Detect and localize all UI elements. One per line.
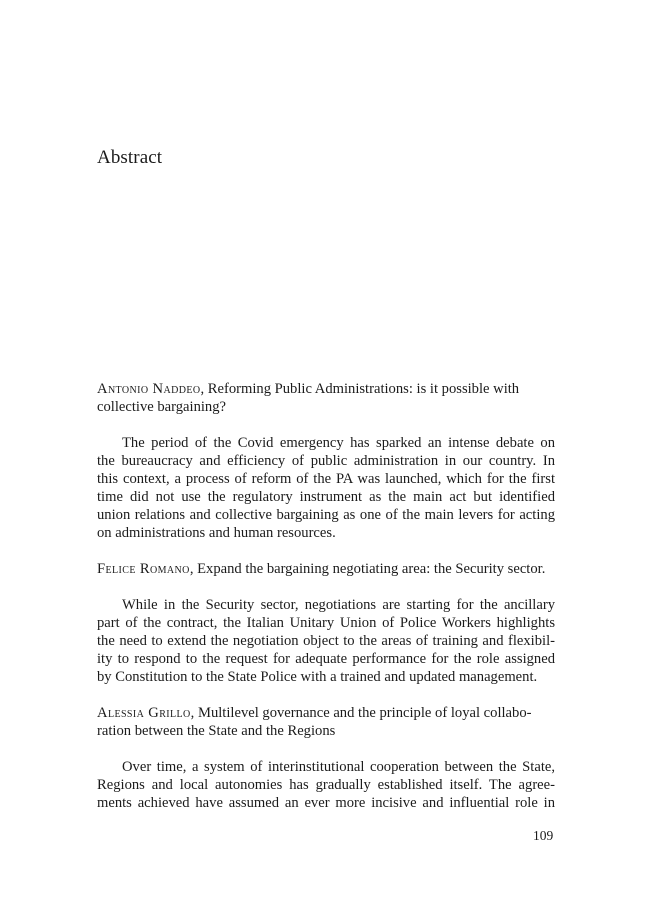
page-number: 109 [533,828,554,843]
abstract-paragraph [97,434,555,542]
abstract-line: While in the Security sector, negotiations are starting for the ancillary [122,597,555,613]
abstract-line: The period of the Covid emergency has sparked an intense debate on [122,435,555,451]
abstract-paragraph [97,596,555,686]
author-name: Felice Romano [97,561,190,577]
abstract-line: Regions and local autonomies has gradually established itself. The agree- [97,777,555,793]
abstract-line: the bureaucracy and efficiency of public administration in our country. In [97,453,555,469]
abstract-paragraph [97,758,555,812]
abstract-line: the need to extend the negotiation object to the areas of training and flexibil- [97,633,555,649]
abstract-line: by Constitution to the State Police with a trained and updated management. [97,669,538,685]
abstract-line: part of the contract, the Italian Unitary Union of Police Workers highlights [97,615,555,631]
author-name: Alessia Grillo [97,705,191,721]
entry-heading [97,380,555,416]
entry-heading [97,704,555,740]
abstract-line: ity to respond to the request for adequate performance for the role assigned [97,651,555,667]
abstracts-list [97,380,555,812]
abstract-line: Over time, a system of interinstitutional cooperation between the State, [122,759,555,775]
author-name: Antonio Naddeo [97,381,201,397]
abstract-line: ments achieved have assumed an ever more incisive and influential role in [97,795,555,811]
entry-heading [97,560,555,578]
entry-title: , Expand the bargaining negotiating area: the Security sector. [189,561,546,577]
entry-title: , Reforming Public Administrations: is it possible with collective bargaining? [97,381,520,415]
section-title: Abstract [97,147,163,168]
abstract-line: this context, a process of reform of the PA was launched, which for the first [97,471,555,487]
entry-title: , Multilevel governance and the principle of loyal collabo- ration between the State and the Regions [97,705,532,739]
abstract-line: union relations and collective bargaining as one of the main levers for acting [97,507,555,523]
abstract-line: time did not use the regulatory instrument as the main act but identified [97,489,555,505]
abstract-line: on administrations and human resources. [97,525,336,541]
